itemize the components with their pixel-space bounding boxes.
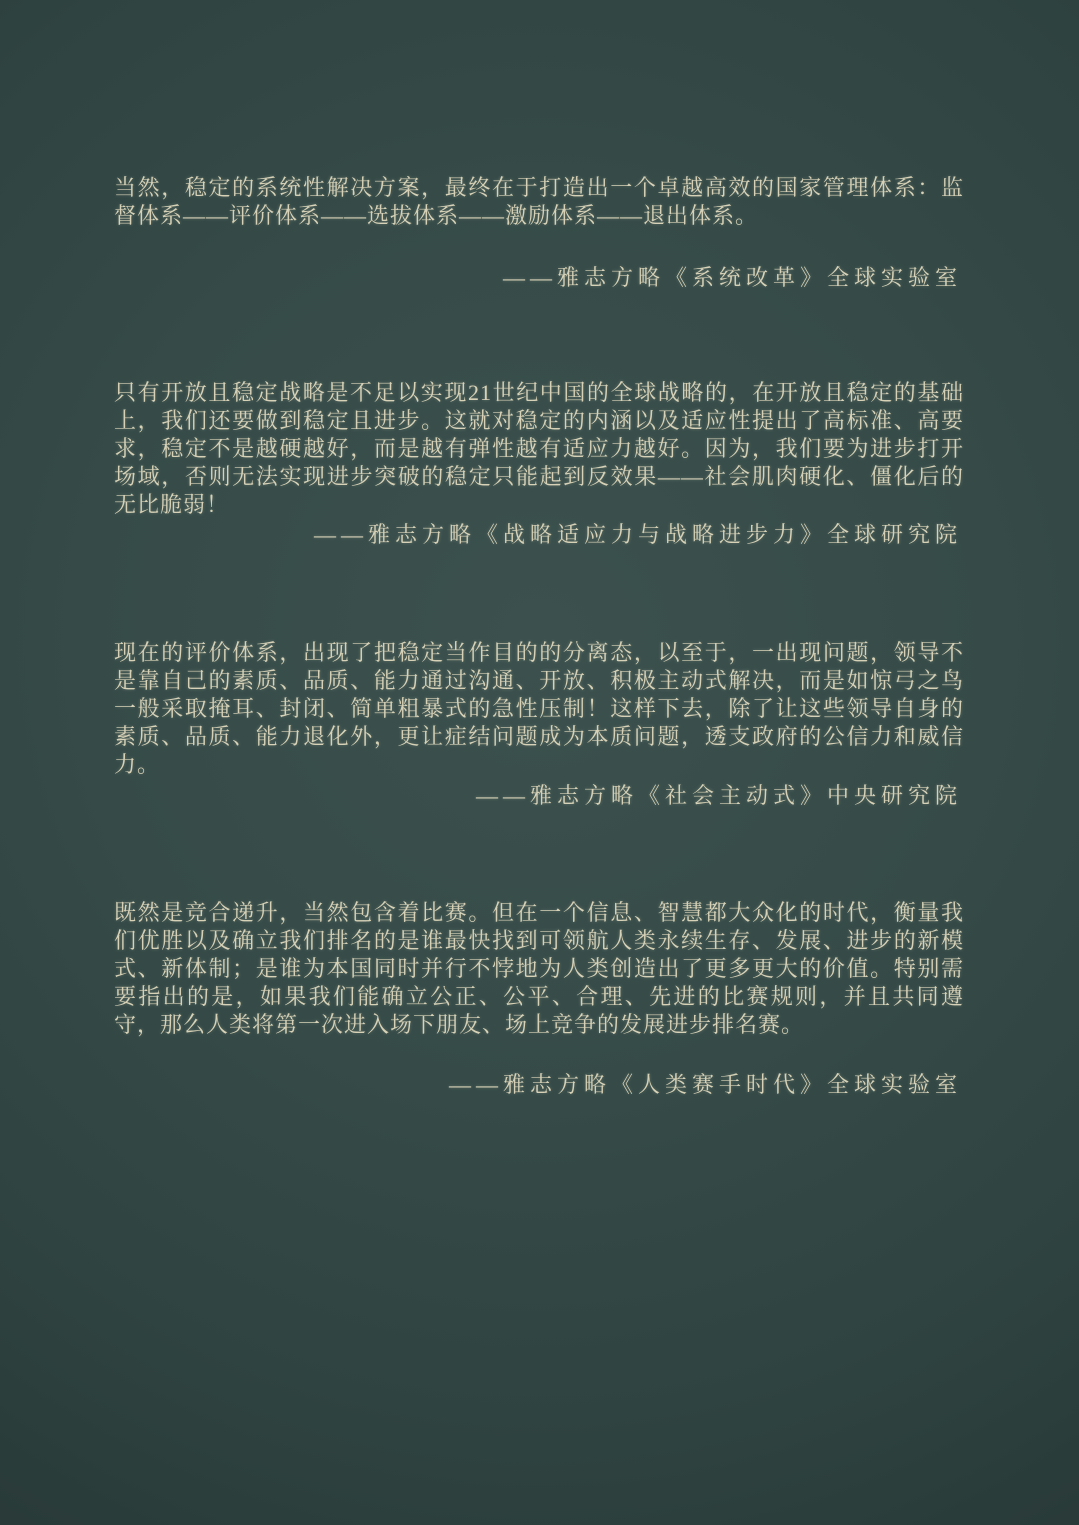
quotes-content bbox=[114, 0, 964, 1525]
quote-paragraph-3: 现在的评价体系，出现了把稳定当作目的的分离态，以至于，一出现问题，领导不是靠自己的素质、品质、能力通过沟通、开放、积极主动式解决，而是如惊弓之鸟一般采取掩耳、封闭、简单粗暴式的急性压制！这样下去，除了让这些领导自身的素质、品质、能力退化外，更让症结问题成为本质问题，透支政府的公信力和威信力。 bbox=[114, 640, 964, 777]
quote-attribution-4: ——雅志方略《人类赛手时代》全球实验室 bbox=[448, 1072, 962, 1097]
quote-paragraph-2: 只有开放且稳定战略是不足以实现21世纪中国的全球战略的，在开放且稳定的基础上，我们还要做到稳定且进步。这就对稳定的内涵以及适应性提出了高标准、高要求，稳定不是越硬越好，而是越有弹性越有适应力越好。因为，我们要为进步打开场域，否则无法实现进步突破的稳定只能起到反效果——社会肌肉硬化、僵化后的无比脆弱！ bbox=[114, 380, 964, 517]
quote-attribution-1: ——雅志方略《系统改革》全球实验室 bbox=[502, 265, 962, 290]
quote-attribution-2: ——雅志方略《战略适应力与战略进步力》全球研究院 bbox=[313, 522, 962, 547]
quote-attribution-3: ——雅志方略《社会主动式》中央研究院 bbox=[475, 783, 962, 808]
quote-paragraph-4: 既然是竞合递升，当然包含着比赛。但在一个信息、智慧都大众化的时代，衡量我们优胜以及确立我们排名的是谁最快找到可领航人类永续生存、发展、进步的新模式、新体制；是谁为本国同时并行不悖地为人类创造出了更多更大的价值。特别需要指出的是，如果我们能确立公正、公平、合理、先进的比赛规则，并且共同遵守，那么人类将第一次进入场下朋友、场上竞争的发展进步排名赛。 bbox=[114, 900, 964, 1037]
quote-paragraph-1: 当然，稳定的系统性解决方案，最终在于打造出一个卓越高效的国家管理体系：监督体系——评价体系——选拔体系——激励体系——退出体系。 bbox=[114, 175, 964, 228]
